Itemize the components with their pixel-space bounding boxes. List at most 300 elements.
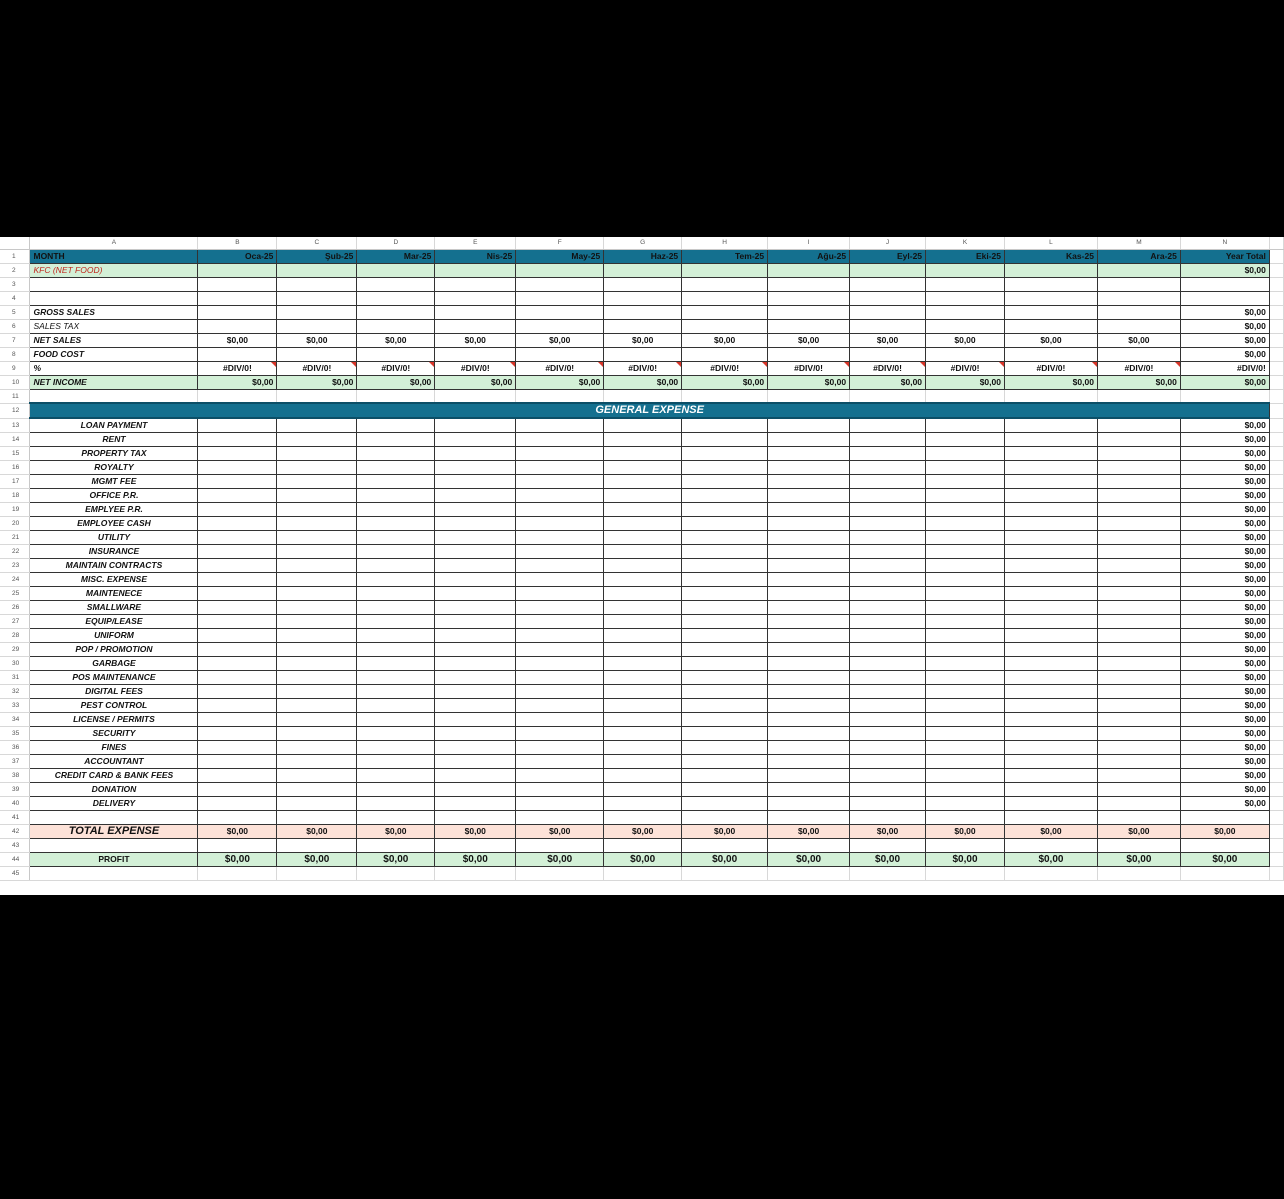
cell[interactable]: [604, 573, 682, 587]
cell[interactable]: [682, 727, 768, 741]
column-header[interactable]: D: [357, 237, 435, 249]
cell[interactable]: [682, 277, 768, 291]
cell[interactable]: [850, 755, 926, 769]
expense-label-cell[interactable]: RENT: [30, 433, 198, 447]
month-header-cell[interactable]: Ara-25: [1097, 249, 1180, 263]
cell[interactable]: [357, 489, 435, 503]
cell[interactable]: [277, 741, 357, 755]
cell[interactable]: [1004, 418, 1097, 433]
cell[interactable]: [682, 811, 768, 825]
net-income-cell[interactable]: $0,00: [516, 375, 604, 389]
summary-value-cell[interactable]: #DIV/0!: [604, 361, 682, 375]
total-expense-cell[interactable]: $0,00: [357, 825, 435, 839]
cell[interactable]: [1097, 531, 1180, 545]
cell[interactable]: [850, 727, 926, 741]
cell[interactable]: [1004, 531, 1097, 545]
cell[interactable]: [198, 783, 277, 797]
cell[interactable]: [1097, 461, 1180, 475]
month-header-cell[interactable]: Tem-25: [682, 249, 768, 263]
net-income-cell[interactable]: $0,00: [768, 375, 850, 389]
cell[interactable]: [768, 671, 850, 685]
summary-value-cell[interactable]: $0,00: [926, 333, 1005, 347]
cell[interactable]: [1004, 797, 1097, 811]
cell[interactable]: [435, 461, 516, 475]
cell[interactable]: [357, 389, 435, 403]
summary-value-cell[interactable]: [850, 347, 926, 361]
cell[interactable]: [357, 713, 435, 727]
cell[interactable]: [850, 545, 926, 559]
cell[interactable]: [198, 741, 277, 755]
cell[interactable]: [357, 573, 435, 587]
cell[interactable]: [277, 418, 357, 433]
cell[interactable]: [604, 615, 682, 629]
cell[interactable]: [604, 559, 682, 573]
cell[interactable]: [435, 433, 516, 447]
net-income-cell[interactable]: $0,00: [926, 375, 1005, 389]
cell[interactable]: [926, 475, 1005, 489]
cell[interactable]: [516, 699, 604, 713]
summary-value-cell[interactable]: [1004, 347, 1097, 361]
cell[interactable]: [926, 671, 1005, 685]
cell[interactable]: [277, 433, 357, 447]
year-total-cell[interactable]: $0,00: [1180, 433, 1269, 447]
cell[interactable]: [768, 629, 850, 643]
cell[interactable]: [768, 559, 850, 573]
cell[interactable]: [768, 811, 850, 825]
cell[interactable]: [604, 545, 682, 559]
summary-value-cell[interactable]: #DIV/0!: [516, 361, 604, 375]
cell[interactable]: [768, 291, 850, 305]
profit-cell[interactable]: $0,00: [768, 853, 850, 867]
cell[interactable]: [277, 629, 357, 643]
cell[interactable]: [850, 573, 926, 587]
expense-label-cell[interactable]: MGMT FEE: [30, 475, 198, 489]
cell[interactable]: [277, 277, 357, 291]
summary-value-cell[interactable]: [277, 319, 357, 333]
summary-value-cell[interactable]: $0,00: [1004, 333, 1097, 347]
cell[interactable]: [1097, 713, 1180, 727]
cell[interactable]: [516, 291, 604, 305]
cell[interactable]: [516, 615, 604, 629]
month-header-cell[interactable]: May-25: [516, 249, 604, 263]
cell[interactable]: [198, 601, 277, 615]
cell[interactable]: [435, 657, 516, 671]
cell[interactable]: [682, 657, 768, 671]
expense-label-cell[interactable]: MAINTAIN CONTRACTS: [30, 559, 198, 573]
cell[interactable]: [357, 601, 435, 615]
cell[interactable]: [1097, 811, 1180, 825]
cell[interactable]: [768, 389, 850, 403]
cell[interactable]: [604, 741, 682, 755]
summary-label-cell[interactable]: %: [30, 361, 198, 375]
cell[interactable]: [682, 643, 768, 657]
summary-value-cell[interactable]: [1097, 305, 1180, 319]
cell[interactable]: [1004, 489, 1097, 503]
cell[interactable]: [1004, 811, 1097, 825]
summary-value-cell[interactable]: [435, 319, 516, 333]
summary-value-cell[interactable]: #DIV/0!: [357, 361, 435, 375]
cell[interactable]: [1097, 263, 1180, 277]
cell[interactable]: [1097, 671, 1180, 685]
cell[interactable]: [682, 769, 768, 783]
cell[interactable]: [516, 671, 604, 685]
cell[interactable]: [926, 573, 1005, 587]
cell[interactable]: [357, 643, 435, 657]
year-total-cell[interactable]: $0,00: [1180, 629, 1269, 643]
cell[interactable]: [768, 601, 850, 615]
cell[interactable]: [768, 713, 850, 727]
cell[interactable]: [682, 531, 768, 545]
cell[interactable]: [516, 755, 604, 769]
cell[interactable]: [850, 461, 926, 475]
cell[interactable]: [435, 475, 516, 489]
cell[interactable]: [1004, 741, 1097, 755]
cell[interactable]: [357, 461, 435, 475]
cell[interactable]: [1180, 291, 1269, 305]
cell[interactable]: [850, 291, 926, 305]
year-total-cell[interactable]: $0,00: [1180, 783, 1269, 797]
summary-value-cell[interactable]: $0,00: [277, 333, 357, 347]
expense-label-cell[interactable]: LOAN PAYMENT: [30, 418, 198, 433]
profit-cell[interactable]: $0,00: [357, 853, 435, 867]
year-total-cell[interactable]: $0,00: [1180, 447, 1269, 461]
cell[interactable]: [682, 475, 768, 489]
cell[interactable]: [435, 811, 516, 825]
year-total-cell[interactable]: $0,00: [1180, 475, 1269, 489]
cell[interactable]: [682, 291, 768, 305]
net-income-cell[interactable]: $0,00: [1097, 375, 1180, 389]
cell[interactable]: [277, 587, 357, 601]
cell[interactable]: [1004, 629, 1097, 643]
cell[interactable]: [198, 657, 277, 671]
cell[interactable]: [198, 811, 277, 825]
cell[interactable]: [850, 713, 926, 727]
column-header[interactable]: A: [30, 237, 198, 249]
cell[interactable]: [604, 263, 682, 277]
column-header[interactable]: E: [435, 237, 516, 249]
cell[interactable]: [516, 489, 604, 503]
expense-label-cell[interactable]: EQUIP/LEASE: [30, 615, 198, 629]
cell[interactable]: [516, 447, 604, 461]
cell[interactable]: [768, 517, 850, 531]
cell[interactable]: [357, 783, 435, 797]
year-total-cell[interactable]: $0,00: [1180, 671, 1269, 685]
cell[interactable]: [277, 755, 357, 769]
cell[interactable]: [435, 489, 516, 503]
cell[interactable]: [1097, 699, 1180, 713]
cell[interactable]: [516, 545, 604, 559]
summary-value-cell[interactable]: [850, 305, 926, 319]
summary-value-cell[interactable]: [850, 319, 926, 333]
cell[interactable]: [604, 291, 682, 305]
total-expense-cell[interactable]: $0,00: [1004, 825, 1097, 839]
summary-value-cell[interactable]: $0,00: [850, 333, 926, 347]
cell[interactable]: [277, 839, 357, 853]
cell[interactable]: [516, 839, 604, 853]
year-total-cell[interactable]: $0,00: [1180, 755, 1269, 769]
summary-value-cell[interactable]: [1004, 305, 1097, 319]
year-total-cell[interactable]: $0,00: [1180, 531, 1269, 545]
cell[interactable]: [357, 811, 435, 825]
cell[interactable]: [850, 263, 926, 277]
year-total-cell[interactable]: $0,00: [1180, 347, 1269, 361]
cell[interactable]: [198, 447, 277, 461]
summary-value-cell[interactable]: [682, 319, 768, 333]
total-expense-cell[interactable]: $0,00: [604, 825, 682, 839]
year-total-cell[interactable]: $0,00: [1180, 587, 1269, 601]
cell[interactable]: [850, 559, 926, 573]
cell[interactable]: [357, 277, 435, 291]
cell[interactable]: [1097, 389, 1180, 403]
expense-label-cell[interactable]: SECURITY: [30, 727, 198, 741]
summary-value-cell[interactable]: #DIV/0!: [926, 361, 1005, 375]
cell[interactable]: [1004, 727, 1097, 741]
cell[interactable]: [277, 517, 357, 531]
cell[interactable]: [516, 643, 604, 657]
cell[interactable]: [435, 291, 516, 305]
cell[interactable]: [357, 503, 435, 517]
cell[interactable]: [357, 755, 435, 769]
year-total-cell[interactable]: $0,00: [1180, 699, 1269, 713]
cell[interactable]: [604, 503, 682, 517]
month-header-cell[interactable]: Haz-25: [604, 249, 682, 263]
summary-value-cell[interactable]: [198, 319, 277, 333]
cell[interactable]: [604, 797, 682, 811]
year-total-cell[interactable]: $0,00: [1180, 685, 1269, 699]
year-total-cell[interactable]: $0,00: [1180, 503, 1269, 517]
cell[interactable]: [850, 277, 926, 291]
cell[interactable]: [768, 433, 850, 447]
cell[interactable]: [1097, 503, 1180, 517]
cell[interactable]: [1097, 433, 1180, 447]
cell[interactable]: [198, 699, 277, 713]
cell[interactable]: [516, 263, 604, 277]
cell[interactable]: [682, 685, 768, 699]
cell[interactable]: [435, 587, 516, 601]
cell[interactable]: [435, 671, 516, 685]
cell[interactable]: [357, 671, 435, 685]
cell[interactable]: [850, 699, 926, 713]
cell[interactable]: [682, 671, 768, 685]
month-header-cell[interactable]: Mar-25: [357, 249, 435, 263]
cell[interactable]: [850, 671, 926, 685]
cell[interactable]: [198, 797, 277, 811]
cell[interactable]: [277, 811, 357, 825]
cell[interactable]: [682, 713, 768, 727]
summary-value-cell[interactable]: #DIV/0!: [435, 361, 516, 375]
total-expense-cell[interactable]: $0,00: [926, 825, 1005, 839]
cell[interactable]: [604, 643, 682, 657]
cell[interactable]: [277, 727, 357, 741]
year-total-cell[interactable]: $0,00: [1180, 333, 1269, 347]
cell[interactable]: [926, 699, 1005, 713]
cell[interactable]: [850, 657, 926, 671]
cell[interactable]: [1004, 615, 1097, 629]
cell[interactable]: [682, 573, 768, 587]
cell[interactable]: [926, 783, 1005, 797]
cell[interactable]: [357, 797, 435, 811]
summary-value-cell[interactable]: [768, 319, 850, 333]
cell[interactable]: [198, 629, 277, 643]
cell[interactable]: [277, 713, 357, 727]
profit-cell[interactable]: $0,00: [516, 853, 604, 867]
cell[interactable]: [604, 685, 682, 699]
cell[interactable]: [435, 503, 516, 517]
cell[interactable]: [850, 629, 926, 643]
cell[interactable]: [604, 601, 682, 615]
summary-value-cell[interactable]: [926, 319, 1005, 333]
cell[interactable]: [604, 461, 682, 475]
profit-cell[interactable]: $0,00: [604, 853, 682, 867]
cell[interactable]: [768, 699, 850, 713]
cell[interactable]: [682, 447, 768, 461]
net-income-cell[interactable]: $0,00: [357, 375, 435, 389]
year-total-cell[interactable]: $0,00: [1180, 418, 1269, 433]
cell[interactable]: [926, 867, 1005, 881]
cell[interactable]: [516, 573, 604, 587]
cell[interactable]: [435, 531, 516, 545]
expense-label-cell[interactable]: PEST CONTROL: [30, 699, 198, 713]
cell[interactable]: [682, 867, 768, 881]
cell[interactable]: [682, 418, 768, 433]
year-total-cell[interactable]: $0,00: [1180, 263, 1269, 277]
cell[interactable]: [357, 867, 435, 881]
cell[interactable]: [198, 517, 277, 531]
cell[interactable]: [516, 797, 604, 811]
summary-value-cell[interactable]: $0,00: [357, 333, 435, 347]
cell[interactable]: [516, 657, 604, 671]
cell[interactable]: [604, 447, 682, 461]
cell[interactable]: [198, 433, 277, 447]
cell[interactable]: [277, 783, 357, 797]
summary-value-cell[interactable]: [357, 319, 435, 333]
cell[interactable]: [198, 587, 277, 601]
kfc-label-cell[interactable]: KFC (NET FOOD): [30, 263, 198, 277]
cell[interactable]: [1004, 643, 1097, 657]
cell[interactable]: [926, 685, 1005, 699]
cell[interactable]: [277, 475, 357, 489]
cell[interactable]: [516, 811, 604, 825]
cell[interactable]: [768, 587, 850, 601]
expense-label-cell[interactable]: DIGITAL FEES: [30, 685, 198, 699]
cell[interactable]: [435, 517, 516, 531]
cell[interactable]: [926, 389, 1005, 403]
total-expense-cell[interactable]: $0,00: [435, 825, 516, 839]
month-header-cell[interactable]: Eyl-25: [850, 249, 926, 263]
cell[interactable]: [1097, 447, 1180, 461]
cell[interactable]: [768, 657, 850, 671]
cell[interactable]: [604, 587, 682, 601]
month-header-cell[interactable]: Nis-25: [435, 249, 516, 263]
cell[interactable]: [604, 433, 682, 447]
cell[interactable]: [277, 559, 357, 573]
cell[interactable]: [926, 277, 1005, 291]
cell[interactable]: [768, 418, 850, 433]
cell[interactable]: [768, 461, 850, 475]
cell[interactable]: [768, 263, 850, 277]
cell[interactable]: [277, 503, 357, 517]
cell[interactable]: [850, 741, 926, 755]
cell[interactable]: [435, 601, 516, 615]
summary-value-cell[interactable]: $0,00: [516, 333, 604, 347]
month-header-cell[interactable]: Eki-25: [926, 249, 1005, 263]
cell[interactable]: [1097, 615, 1180, 629]
cell[interactable]: [926, 461, 1005, 475]
summary-value-cell[interactable]: [1004, 319, 1097, 333]
cell[interactable]: [604, 811, 682, 825]
cell[interactable]: [682, 559, 768, 573]
cell[interactable]: [1004, 263, 1097, 277]
cell[interactable]: [277, 447, 357, 461]
year-total-cell[interactable]: $0,00: [1180, 741, 1269, 755]
total-expense-cell[interactable]: $0,00: [1097, 825, 1180, 839]
cell[interactable]: [1097, 418, 1180, 433]
year-total-header-cell[interactable]: Year Total: [1180, 249, 1269, 263]
cell[interactable]: [435, 559, 516, 573]
expense-label-cell[interactable]: MISC. EXPENSE: [30, 573, 198, 587]
summary-value-cell[interactable]: [277, 347, 357, 361]
summary-value-cell[interactable]: #DIV/0!: [198, 361, 277, 375]
cell[interactable]: [926, 741, 1005, 755]
year-total-cell[interactable]: $0,00: [1180, 797, 1269, 811]
cell[interactable]: [198, 291, 277, 305]
cell[interactable]: [357, 587, 435, 601]
cell[interactable]: [30, 277, 198, 291]
expense-label-cell[interactable]: CREDIT CARD & BANK FEES: [30, 769, 198, 783]
net-income-cell[interactable]: $0,00: [198, 375, 277, 389]
cell[interactable]: [277, 769, 357, 783]
cell[interactable]: [1004, 475, 1097, 489]
column-header[interactable]: M: [1097, 237, 1180, 249]
cell[interactable]: [1004, 713, 1097, 727]
cell[interactable]: [682, 755, 768, 769]
cell[interactable]: [516, 867, 604, 881]
expense-label-cell[interactable]: DONATION: [30, 783, 198, 797]
summary-value-cell[interactable]: [435, 347, 516, 361]
cell[interactable]: [277, 389, 357, 403]
cell[interactable]: [516, 629, 604, 643]
month-header-cell[interactable]: Ağu-25: [768, 249, 850, 263]
summary-value-cell[interactable]: #DIV/0!: [277, 361, 357, 375]
expense-label-cell[interactable]: ACCOUNTANT: [30, 755, 198, 769]
cell[interactable]: [682, 389, 768, 403]
expense-label-cell[interactable]: LICENSE / PERMITS: [30, 713, 198, 727]
cell[interactable]: [926, 629, 1005, 643]
cell[interactable]: [1097, 685, 1180, 699]
total-expense-cell[interactable]: $0,00: [198, 825, 277, 839]
cell[interactable]: [850, 517, 926, 531]
cell[interactable]: [516, 685, 604, 699]
cell[interactable]: [516, 531, 604, 545]
cell[interactable]: [926, 755, 1005, 769]
column-header[interactable]: C: [277, 237, 357, 249]
cell[interactable]: [604, 418, 682, 433]
cell[interactable]: [682, 517, 768, 531]
cell[interactable]: [1004, 587, 1097, 601]
cell[interactable]: [850, 433, 926, 447]
cell[interactable]: [604, 657, 682, 671]
cell[interactable]: [435, 727, 516, 741]
cell[interactable]: [682, 489, 768, 503]
cell[interactable]: [30, 389, 198, 403]
cell[interactable]: [198, 559, 277, 573]
cell[interactable]: [1004, 559, 1097, 573]
summary-value-cell[interactable]: [516, 305, 604, 319]
cell[interactable]: [926, 797, 1005, 811]
summary-value-cell[interactable]: #DIV/0!: [682, 361, 768, 375]
cell[interactable]: [435, 389, 516, 403]
profit-cell[interactable]: $0,00: [198, 853, 277, 867]
